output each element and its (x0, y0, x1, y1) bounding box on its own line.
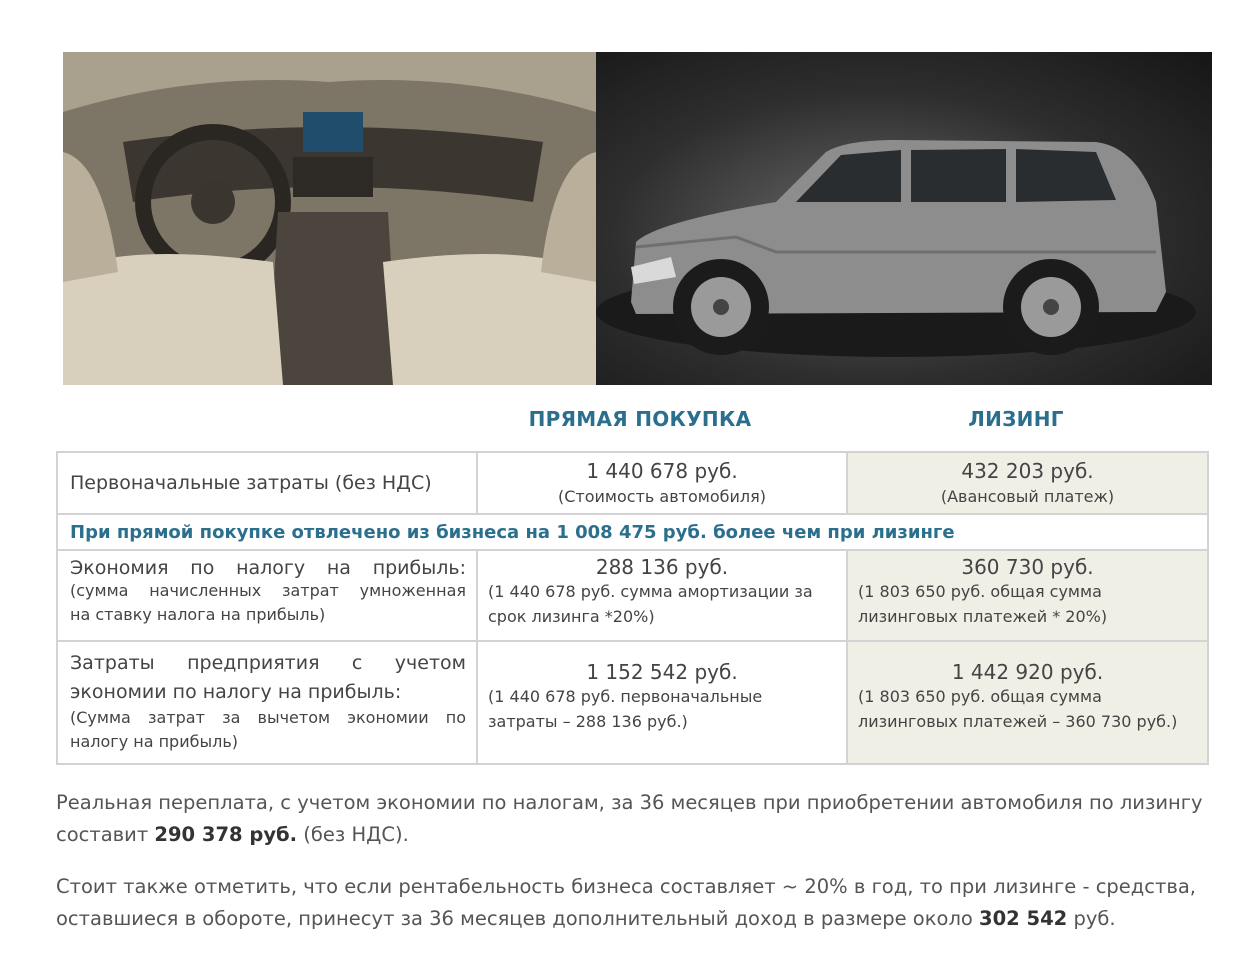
overpayment-text: Реальная переплата, с учетом экономии по налогам, за 36 месяцев при приобретении автомобиля по лизингу составит (56, 791, 1203, 846)
costs-sublabel-2: налогу на прибыль) (70, 732, 239, 751)
tax-saving-lease-value: 360 730 руб. (961, 555, 1094, 579)
tax-saving-direct-note-1: (1 440 678 руб. сумма амортизации за (488, 582, 813, 601)
overpayment-paragraph (56, 787, 1206, 851)
costs-direct-note-2: затраты – 288 136 руб.) (488, 712, 688, 731)
table-row-banner (57, 514, 1208, 550)
costs-lease-note-2: лизинговых платежей – 360 730 руб.) (858, 712, 1178, 731)
table-row-initial-costs (57, 452, 1208, 514)
row-label-cell (57, 452, 477, 514)
car-exterior-photo (596, 52, 1212, 385)
costs-label-2: экономии по налогу на прибыль: (70, 681, 402, 703)
overpayment-text-end: (без НДС). (297, 823, 409, 846)
table-row-tax-saving (57, 550, 1208, 641)
comparison-table (56, 451, 1209, 765)
tax-saving-lease-note-2: лизинговых платежей * 20%) (858, 607, 1108, 626)
column-header-direct-purchase: ПРЯМАЯ ПОКУПКА (528, 407, 752, 431)
direct-cell (477, 550, 847, 641)
tax-saving-label: Экономия по налогу на прибыль: (70, 557, 466, 579)
row-label-cell (57, 641, 477, 764)
column-header-leasing: ЛИЗИНГ (968, 407, 1064, 431)
tax-saving-sublabel-2: на ставку налога на прибыль) (70, 605, 326, 624)
lease-cell (847, 452, 1208, 514)
profitability-text-end: руб. (1067, 907, 1116, 930)
table-row-net-costs (57, 641, 1208, 764)
profitability-paragraph (56, 871, 1206, 935)
tax-saving-direct-value: 288 136 руб. (595, 555, 729, 579)
initial-direct-value: 1 440 678 руб. (586, 459, 738, 483)
costs-sublabel-1: (Сумма затрат за вычетом экономии по (70, 708, 466, 727)
costs-lease-note-1: (1 803 650 руб. общая сумма (858, 687, 1102, 706)
banner-cell: При прямой покупке отвлечено из бизнеса на 1 008 475 руб. более чем при лизинге (57, 514, 1208, 550)
initial-lease-note: (Авансовый платеж) (940, 487, 1115, 506)
tax-saving-sublabel-1: (сумма начисленных затрат умноженная (70, 581, 466, 600)
row-label-cell (57, 550, 477, 641)
car-interior-photo (63, 52, 596, 385)
initial-costs-label: Первоначальные затраты (без НДС) (70, 472, 432, 494)
overpayment-amount: 290 378 руб. (154, 823, 298, 846)
tax-saving-direct-note-2: срок лизинга *20%) (488, 607, 655, 626)
costs-label-1: Затраты предприятия с учетом (70, 652, 466, 674)
costs-direct-value: 1 152 542 руб. (586, 660, 738, 684)
initial-direct-note: (Стоимость автомобиля) (558, 487, 766, 506)
initial-lease-value: 432 203 руб. (961, 459, 1094, 483)
tax-saving-lease-note-1: (1 803 650 руб. общая сумма (858, 582, 1102, 601)
direct-cell (477, 452, 847, 514)
costs-direct-note-1: (1 440 678 руб. первоначальные (488, 687, 763, 706)
direct-cell (477, 641, 847, 764)
costs-lease-value: 1 442 920 руб. (951, 660, 1104, 684)
profitability-text: Стоит также отметить, что если рентабельность бизнеса составляет ~ 20% в год, то при лизинге - средства, оставшиеся в обороте, принесут за 36 месяцев дополнительный доход в размере около (56, 875, 1197, 930)
lease-cell (847, 550, 1208, 641)
lease-cell (847, 641, 1208, 764)
additional-income-amount: 302 542 (979, 907, 1068, 930)
